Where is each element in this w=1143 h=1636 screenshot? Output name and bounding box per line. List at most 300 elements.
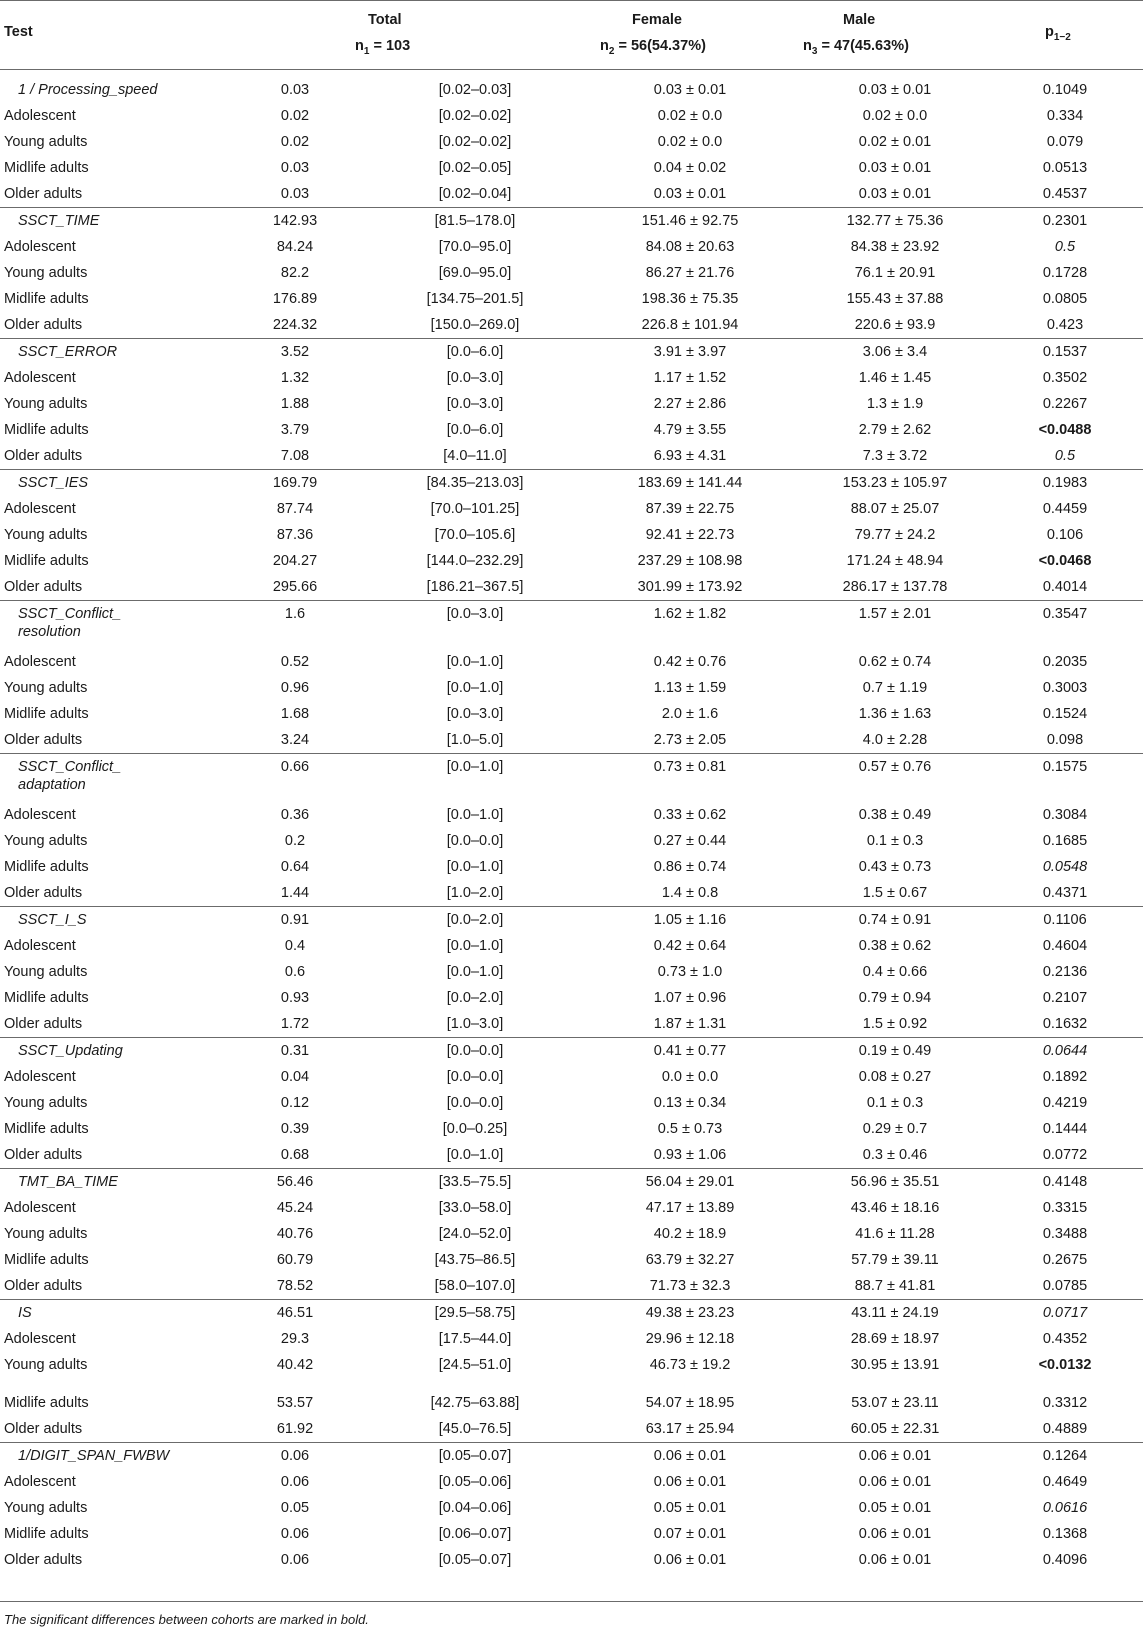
cell-female: 0.07 ± 0.01 — [653, 1526, 727, 1542]
cell-test: Older adults — [4, 1421, 83, 1437]
cell-test: Midlife adults — [4, 1395, 89, 1411]
cell-range: [0.0–0.0] — [446, 1095, 504, 1111]
cell-male: 56.96 ± 35.51 — [850, 1174, 940, 1190]
cell-total: 295.66 — [272, 579, 318, 595]
cell-range: [0.0–3.0] — [446, 706, 504, 722]
cell-male: 76.1 ± 20.91 — [854, 265, 936, 281]
cell-total: 0.06 — [280, 1552, 310, 1568]
cell-p: <0.0468 — [1038, 553, 1092, 569]
cell-male: 171.24 ± 48.94 — [846, 553, 944, 569]
cell-total: 0.06 — [280, 1526, 310, 1542]
cell-p: 0.4219 — [1042, 1095, 1088, 1111]
cell-male: 0.57 ± 0.76 — [858, 759, 932, 775]
cell-female: 56.04 ± 29.01 — [645, 1174, 735, 1190]
cell-male: 0.38 ± 0.62 — [858, 938, 932, 954]
cell-female: 71.73 ± 32.3 — [649, 1278, 731, 1294]
cell-total: 0.6 — [284, 964, 306, 980]
cell-p: 0.4096 — [1042, 1552, 1088, 1568]
cell-p: 0.4889 — [1042, 1421, 1088, 1437]
table-row — [0, 1416, 1143, 1442]
cell-p: 0.3003 — [1042, 680, 1088, 696]
cell-total: 87.74 — [276, 501, 314, 517]
cell-test: Young adults — [4, 680, 88, 696]
cell-test: SSCT_TIME — [18, 213, 100, 229]
cell-total: 3.52 — [280, 344, 310, 360]
cell-male: 0.03 ± 0.01 — [858, 82, 932, 98]
cell-male: 0.29 ± 0.7 — [862, 1121, 928, 1137]
cell-male: 286.17 ± 137.78 — [842, 579, 948, 595]
cell-female: 49.38 ± 23.23 — [645, 1305, 735, 1321]
cell-range: [0.0–3.0] — [446, 606, 504, 622]
cell-test: IS — [18, 1305, 32, 1321]
cell-male: 60.05 ± 22.31 — [850, 1421, 940, 1437]
cell-female: 1.62 ± 1.82 — [653, 606, 727, 622]
cell-total: 3.79 — [280, 422, 310, 438]
cell-female: 0.41 ± 0.77 — [653, 1043, 727, 1059]
table-row — [0, 338, 1143, 365]
cell-male: 7.3 ± 3.72 — [862, 448, 928, 464]
cell-p: 0.1368 — [1042, 1526, 1088, 1542]
cell-female: 0.93 ± 1.06 — [653, 1147, 727, 1163]
cell-test: Midlife adults — [4, 706, 89, 722]
cell-p: <0.0488 — [1038, 422, 1092, 438]
cell-range: [4.0–11.0] — [443, 448, 507, 464]
cell-total: 1.44 — [280, 885, 310, 901]
cell-range: [0.0–0.0] — [446, 1069, 504, 1085]
cell-total: 87.36 — [276, 527, 314, 543]
cell-male: 132.77 ± 75.36 — [846, 213, 944, 229]
cell-total: 1.68 — [280, 706, 310, 722]
cell-test: Midlife adults — [4, 1526, 89, 1542]
cell-p: 0.5 — [1054, 448, 1076, 464]
table-row — [0, 129, 1143, 155]
cell-range: [0.05–0.07] — [438, 1448, 512, 1464]
cell-male: 28.69 ± 18.97 — [850, 1331, 940, 1347]
table-row — [0, 1495, 1143, 1521]
cell-female: 47.17 ± 13.89 — [645, 1200, 735, 1216]
cell-range: [0.05–0.06] — [438, 1474, 512, 1490]
cell-range: [69.0–95.0] — [438, 265, 512, 281]
cell-range: [0.05–0.07] — [438, 1552, 512, 1568]
cell-range: [58.0–107.0] — [434, 1278, 516, 1294]
cell-male: 0.4 ± 0.66 — [862, 964, 928, 980]
cell-test: Young adults — [4, 833, 88, 849]
bottom-rule — [0, 1601, 1143, 1602]
cell-male: 1.3 ± 1.9 — [866, 396, 924, 412]
cell-range: [0.0–6.0] — [446, 422, 504, 438]
cell-female: 183.69 ± 141.44 — [637, 475, 743, 491]
cell-female: 2.73 ± 2.05 — [653, 732, 727, 748]
table-row — [0, 417, 1143, 443]
cell-female: 4.79 ± 3.55 — [653, 422, 727, 438]
table-row — [0, 548, 1143, 574]
cell-total: 46.51 — [276, 1305, 314, 1321]
cell-female: 0.86 ± 0.74 — [653, 859, 727, 875]
cell-test: Adolescent — [4, 938, 76, 954]
cell-male: 0.03 ± 0.01 — [858, 160, 932, 176]
header-male: Male — [843, 12, 876, 28]
cell-male: 0.1 ± 0.3 — [866, 1095, 924, 1111]
cell-p: 0.2301 — [1042, 213, 1088, 229]
cell-range: [144.0–232.29] — [426, 553, 524, 569]
table-header — [0, 0, 1143, 69]
cell-test: Young adults — [4, 1357, 88, 1373]
cell-range: [0.02–0.04] — [438, 186, 512, 202]
cell-male: 0.05 ± 0.01 — [858, 1500, 932, 1516]
cell-total: 7.08 — [280, 448, 310, 464]
cell-total: 1.32 — [280, 370, 310, 386]
cell-female: 0.73 ± 0.81 — [653, 759, 727, 775]
header-rule — [0, 69, 1143, 70]
table-row — [0, 959, 1143, 985]
cell-total: 29.3 — [280, 1331, 310, 1347]
cell-p: 0.2035 — [1042, 654, 1088, 670]
cell-total: 169.79 — [272, 475, 318, 491]
cell-male: 41.6 ± 11.28 — [855, 1226, 935, 1242]
table-row — [0, 365, 1143, 391]
cell-total: 0.06 — [280, 1474, 310, 1490]
cell-female: 3.91 ± 3.97 — [653, 344, 727, 360]
cell-female: 0.02 ± 0.0 — [657, 108, 723, 124]
cell-total: 40.42 — [276, 1357, 314, 1373]
cell-total: 0.31 — [280, 1043, 310, 1059]
cell-male: 0.3 ± 0.46 — [862, 1147, 928, 1163]
cell-male: 1.57 ± 2.01 — [858, 606, 932, 622]
cell-male: 153.23 ± 105.97 — [842, 475, 948, 491]
cell-female: 151.46 ± 92.75 — [641, 213, 739, 229]
cell-range: [1.0–2.0] — [446, 885, 504, 901]
cell-range: [0.02–0.05] — [438, 160, 512, 176]
table-row — [0, 155, 1143, 181]
cell-male: 0.02 ± 0.0 — [862, 108, 928, 124]
cell-test: Midlife adults — [4, 1121, 89, 1137]
cell-female: 2.27 ± 2.86 — [653, 396, 727, 412]
cell-female: 226.8 ± 101.94 — [641, 317, 739, 333]
header-p: $p_{1-2}$ — [1045, 24, 1071, 43]
table-row — [0, 181, 1143, 207]
cell-test: Older adults — [4, 1016, 83, 1032]
cell-total: 0.52 — [280, 654, 310, 670]
cell-male: 0.38 ± 0.49 — [858, 807, 932, 823]
table-row — [0, 675, 1143, 701]
cell-female: 0.06 ± 0.01 — [653, 1448, 727, 1464]
cell-total: 56.46 — [276, 1174, 314, 1190]
cell-female: 40.2 ± 18.9 — [653, 1226, 727, 1242]
cell-female: 1.17 ± 1.52 — [653, 370, 727, 386]
cell-male: 53.07 ± 23.11 — [851, 1395, 939, 1411]
cell-male: 0.19 ± 0.49 — [858, 1043, 932, 1059]
header-female-n: $n_2 = 56(54.37\%)$ — [600, 38, 706, 57]
cell-p: 0.1264 — [1042, 1448, 1088, 1464]
cell-total: 0.96 — [280, 680, 310, 696]
cell-test: Midlife adults — [4, 1252, 89, 1268]
header-female: Female — [632, 12, 682, 28]
cell-test: Young adults — [4, 964, 88, 980]
cell-p: 0.3502 — [1042, 370, 1088, 386]
cell-p: 0.0616 — [1042, 1500, 1088, 1516]
cell-range: [0.0–2.0] — [446, 912, 504, 928]
table-row — [0, 1142, 1143, 1168]
cell-test: SSCT_Conflict_ resolution — [18, 606, 122, 640]
table-row — [0, 828, 1143, 854]
table-row — [0, 77, 1143, 103]
cell-p: 0.1049 — [1042, 82, 1088, 98]
table-footnote: The significant differences between cohorts are marked in bold. — [4, 1612, 369, 1627]
cell-female: 0.42 ± 0.64 — [653, 938, 727, 954]
cell-p: 0.1524 — [1042, 706, 1088, 722]
cell-total: 1.6 — [284, 606, 306, 622]
cell-male: 1.5 ± 0.67 — [862, 885, 928, 901]
table-row — [0, 234, 1143, 260]
cell-test: Midlife adults — [4, 160, 89, 176]
cell-range: [0.02–0.02] — [438, 108, 512, 124]
cell-test: TMT_BA_TIME — [18, 1174, 118, 1190]
table-row — [0, 443, 1143, 469]
table-row — [0, 1221, 1143, 1247]
cell-total: 0.02 — [280, 134, 310, 150]
cell-p: 0.334 — [1046, 108, 1084, 124]
table-row — [0, 1442, 1143, 1469]
cell-p: 0.2675 — [1042, 1252, 1088, 1268]
cell-female: 0.33 ± 0.62 — [653, 807, 727, 823]
cell-range: [0.04–0.06] — [438, 1500, 512, 1516]
cell-range: [33.0–58.0] — [438, 1200, 512, 1216]
cell-total: 61.92 — [276, 1421, 314, 1437]
cell-range: [45.0–76.5] — [438, 1421, 512, 1437]
cell-total: 0.2 — [284, 833, 306, 849]
cell-male: 220.6 ± 93.9 — [854, 317, 936, 333]
cell-male: 0.62 ± 0.74 — [858, 654, 932, 670]
cell-male: 0.02 ± 0.01 — [858, 134, 932, 150]
cell-total: 0.05 — [280, 1500, 310, 1516]
cell-range: [70.0–105.6] — [434, 527, 516, 543]
cell-test: SSCT_ERROR — [18, 344, 118, 360]
cell-test: Adolescent — [4, 1200, 76, 1216]
cell-test: Adolescent — [4, 1331, 76, 1347]
table-row — [0, 1547, 1143, 1573]
table-row — [0, 600, 1143, 649]
cell-range: [84.35–213.03] — [426, 475, 524, 491]
cell-range: [150.0–269.0] — [430, 317, 520, 333]
cell-total: 0.03 — [280, 82, 310, 98]
cell-test: Older adults — [4, 885, 83, 901]
cell-range: [0.0–1.0] — [446, 807, 504, 823]
cell-test: Adolescent — [4, 239, 76, 255]
cell-total: 142.93 — [272, 213, 318, 229]
cell-total: 3.24 — [280, 732, 310, 748]
cell-female: 1.4 ± 0.8 — [661, 885, 719, 901]
cell-test: Young adults — [4, 396, 88, 412]
table-row — [0, 906, 1143, 933]
cell-range: [0.0–6.0] — [446, 344, 504, 360]
cell-female: 0.0 ± 0.0 — [661, 1069, 719, 1085]
cell-male: 3.06 ± 3.4 — [862, 344, 928, 360]
table-row — [0, 286, 1143, 312]
cell-male: 0.7 ± 1.19 — [862, 680, 928, 696]
cell-male: 0.08 ± 0.27 — [858, 1069, 932, 1085]
cell-range: [29.5–58.75] — [434, 1305, 516, 1321]
cell-p: 0.106 — [1046, 527, 1084, 543]
table-row — [0, 1390, 1143, 1416]
cell-p: <0.0132 — [1038, 1357, 1092, 1373]
table-row — [0, 1521, 1143, 1547]
cell-female: 2.0 ± 1.6 — [661, 706, 719, 722]
cell-male: 30.95 ± 13.91 — [850, 1357, 940, 1373]
cell-female: 198.36 ± 75.35 — [641, 291, 739, 307]
cell-female: 84.08 ± 20.63 — [645, 239, 735, 255]
cell-test: Young adults — [4, 134, 88, 150]
cell-total: 0.03 — [280, 160, 310, 176]
cell-total: 0.02 — [280, 108, 310, 124]
cell-p: 0.4352 — [1042, 1331, 1088, 1347]
cell-test: Older adults — [4, 1552, 83, 1568]
cell-male: 57.79 ± 39.11 — [851, 1252, 939, 1268]
cell-range: [0.0–1.0] — [446, 680, 504, 696]
cell-total: 82.2 — [280, 265, 310, 281]
header-male-n: $n_3 = 47(45.63\%)$ — [803, 38, 909, 57]
table-row — [0, 802, 1143, 828]
table-row — [0, 1116, 1143, 1142]
cell-total: 0.64 — [280, 859, 310, 875]
cell-p: 0.0717 — [1042, 1305, 1088, 1321]
cell-range: [0.0–1.0] — [446, 938, 504, 954]
cell-female: 0.27 ± 0.44 — [653, 833, 727, 849]
cell-male: 0.74 ± 0.91 — [858, 912, 932, 928]
cell-total: 78.52 — [276, 1278, 314, 1294]
cell-p: 0.3315 — [1042, 1200, 1088, 1216]
cell-p: 0.1728 — [1042, 265, 1088, 281]
cell-p: 0.423 — [1046, 317, 1084, 333]
table-row — [0, 312, 1143, 338]
cell-test: SSCT_Updating — [18, 1043, 123, 1059]
cell-test: Young adults — [4, 265, 88, 281]
cell-female: 0.06 ± 0.01 — [653, 1474, 727, 1490]
cell-total: 224.32 — [272, 317, 318, 333]
cell-female: 6.93 ± 4.31 — [653, 448, 727, 464]
cell-p: 0.3547 — [1042, 606, 1088, 622]
cell-range: [186.21–367.5] — [426, 579, 524, 595]
cell-test: 1/DIGIT_SPAN_FWBW — [18, 1448, 170, 1464]
cell-p: 0.0513 — [1042, 160, 1088, 176]
cell-range: [17.5–44.0] — [438, 1331, 512, 1347]
cell-p: 0.0785 — [1042, 1278, 1088, 1294]
cell-p: 0.1575 — [1042, 759, 1088, 775]
table-row — [0, 753, 1143, 802]
cell-female: 0.03 ± 0.01 — [653, 186, 727, 202]
cell-range: [24.0–52.0] — [438, 1226, 512, 1242]
table-row — [0, 649, 1143, 675]
cell-range: [0.0–2.0] — [446, 990, 504, 1006]
table-row — [0, 933, 1143, 959]
table-row — [0, 1326, 1143, 1352]
cell-total: 204.27 — [272, 553, 318, 569]
cell-range: [0.0–3.0] — [446, 370, 504, 386]
cell-range: [43.75–86.5] — [434, 1252, 516, 1268]
cell-test: Adolescent — [4, 654, 76, 670]
cell-male: 0.43 ± 0.73 — [858, 859, 932, 875]
cell-test: Young adults — [4, 1095, 88, 1111]
cell-test: Older adults — [4, 732, 83, 748]
cell-male: 4.0 ± 2.28 — [862, 732, 928, 748]
cell-range: [1.0–5.0] — [446, 732, 504, 748]
cell-p: 0.0548 — [1042, 859, 1088, 875]
cell-p: 0.3084 — [1042, 807, 1088, 823]
cell-test: Adolescent — [4, 501, 76, 517]
table-row — [0, 1469, 1143, 1495]
table-row — [0, 880, 1143, 906]
cell-test: Midlife adults — [4, 422, 89, 438]
cell-female: 1.87 ± 1.31 — [653, 1016, 727, 1032]
table-row — [0, 103, 1143, 129]
cell-p: 0.4148 — [1042, 1174, 1088, 1190]
cell-male: 84.38 ± 23.92 — [850, 239, 940, 255]
cell-p: 0.2267 — [1042, 396, 1088, 412]
cell-test: Adolescent — [4, 370, 76, 386]
cell-total: 0.66 — [280, 759, 310, 775]
cell-female: 46.73 ± 19.2 — [649, 1357, 731, 1373]
cell-male: 0.06 ± 0.01 — [858, 1526, 932, 1542]
cell-male: 0.06 ± 0.01 — [858, 1448, 932, 1464]
table-row — [0, 985, 1143, 1011]
cell-total: 0.68 — [280, 1147, 310, 1163]
cell-p: 0.1537 — [1042, 344, 1088, 360]
cell-female: 92.41 ± 22.73 — [645, 527, 735, 543]
cell-p: 0.3488 — [1042, 1226, 1088, 1242]
table-row — [0, 701, 1143, 727]
cell-p: 0.4537 — [1042, 186, 1088, 202]
cell-test: SSCT_Conflict_ adaptation — [18, 759, 122, 793]
cell-test: SSCT_I_S — [18, 912, 87, 928]
cell-range: [0.0–1.0] — [446, 964, 504, 980]
cell-total: 0.4 — [284, 938, 306, 954]
table-row — [0, 391, 1143, 417]
cell-male: 88.07 ± 25.07 — [850, 501, 940, 517]
cell-male: 1.5 ± 0.92 — [862, 1016, 928, 1032]
cell-p: 0.1106 — [1043, 912, 1087, 928]
table-row — [0, 1064, 1143, 1090]
cell-test: Young adults — [4, 527, 88, 543]
cell-female: 54.07 ± 18.95 — [645, 1395, 735, 1411]
cell-test: Adolescent — [4, 807, 76, 823]
table-row — [0, 1273, 1143, 1299]
table-row — [0, 522, 1143, 548]
cell-range: [0.02–0.03] — [438, 82, 512, 98]
table-row — [0, 1168, 1143, 1195]
cell-female: 87.39 ± 22.75 — [645, 501, 735, 517]
cell-male: 155.43 ± 37.88 — [846, 291, 944, 307]
cell-total: 60.79 — [276, 1252, 314, 1268]
cell-female: 237.29 ± 108.98 — [637, 553, 743, 569]
cell-p: 0.4459 — [1042, 501, 1088, 517]
cell-test: Adolescent — [4, 1474, 76, 1490]
table-row — [0, 1352, 1143, 1390]
cell-test: Midlife adults — [4, 553, 89, 569]
table-row — [0, 207, 1143, 234]
cell-total: 0.04 — [280, 1069, 310, 1085]
cell-test: Adolescent — [4, 108, 76, 124]
cell-female: 1.05 ± 1.16 — [653, 912, 727, 928]
cell-total: 84.24 — [276, 239, 314, 255]
table-row — [0, 574, 1143, 600]
cell-total: 1.72 — [280, 1016, 310, 1032]
cell-male: 43.11 ± 24.19 — [851, 1305, 939, 1321]
cell-test: Older adults — [4, 579, 83, 595]
cell-range: [70.0–101.25] — [430, 501, 520, 517]
cell-range: [0.0–1.0] — [446, 654, 504, 670]
cell-p: 0.0805 — [1042, 291, 1088, 307]
cell-test: 1 / Processing_speed — [18, 82, 158, 98]
cell-male: 0.79 ± 0.94 — [858, 990, 932, 1006]
